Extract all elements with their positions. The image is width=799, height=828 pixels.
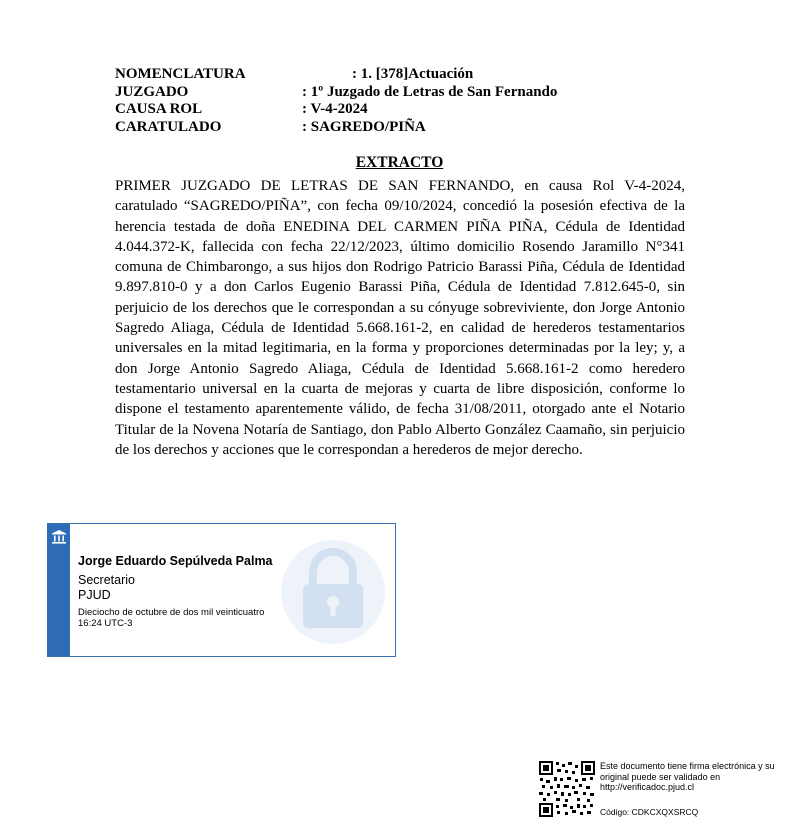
extract-body: PRIMER JUZGADO DE LETRAS DE SAN FERNANDO, en causa Rol V-4-2024, caratulado “SAGREDO/PIÑA”, con fecha 09/10/2024, concedió la posesión efectiva de la herencia testada de doña ENEDINA DEL CARMEN PIÑA PIÑA, Cédula de Identidad 4.044.372-K, fallecida con fecha 22/12/2023, último domicilio Rosendo Jaramillo N°341 comuna de Chimbarongo, a sus hijos don Rodrigo Patricio Barassi Piña, Cédula de Identidad 9.897.810-0 y a don Carlos Eugenio Barassi Piña, Cédula de Identidad 7.812.645-0, sin perjuicio de los derechos que le correspondan a su cónyuge sobreviviente, don Jorge Antonio Sagredo Aliaga, Cédula de Identidad 5.668.161-2, en calidad de herederos testamentarios universales en la mitad legitimaria, en la forma y proporciones determinadas por la ley; y, a don Jorge Antonio Sagredo Aliaga, Cédula de Identidad 5.668.161-2 como heredero testamentario universal en la cuarta de mejoras y cuarta de libre disposición, conforme lo dispone el testamento aparentemente válido, de fecha 31/08/2011, otorgado ante el Notario Titular de la Novena Notaría de Santiago, don Pablo Alberto González Caamaño, sin perjuicio de los derechos y acciones que le correspondan a herederos de mejor derecho. bbox=[115, 178, 685, 458]
header-label: NOMENCLATURA bbox=[115, 66, 246, 82]
header-label: CARATULADO bbox=[115, 118, 222, 135]
signature-date bbox=[78, 607, 273, 629]
header-value: : V-4-2024 bbox=[302, 101, 368, 117]
verification-notice: Este documento tiene firma electrónica y su original puede ser validado en http://verificadoc.pjud.cl bbox=[600, 761, 775, 792]
verification-code: Código: CDKCXQXSRCQ bbox=[600, 807, 699, 817]
header-value: : 1º Juzgado de Letras de San Fernando bbox=[302, 83, 558, 100]
signature-time: 16:24 UTC-3 bbox=[78, 618, 133, 629]
signer-org: PJUD bbox=[78, 588, 111, 602]
header-label: CAUSA ROL bbox=[115, 101, 203, 117]
header-value: : SAGREDO/PIÑA bbox=[302, 118, 426, 135]
header-label: JUZGADO bbox=[115, 83, 189, 100]
signature-sidebar bbox=[48, 524, 70, 656]
signer-role: Secretario bbox=[78, 573, 135, 587]
header-value: : 1. [378]Actuación bbox=[352, 66, 474, 82]
signature-date-text: Dieciocho de octubre de dos mil veinticuatro bbox=[78, 607, 265, 618]
lock-icon bbox=[278, 532, 388, 647]
courthouse-icon bbox=[51, 529, 67, 545]
document-title bbox=[0, 154, 799, 172]
signer-name: Jorge Eduardo Sepúlveda Palma bbox=[78, 554, 273, 568]
document-title-text: EXTRACTO bbox=[355, 154, 444, 171]
signature-box bbox=[47, 523, 396, 657]
signature-details bbox=[78, 554, 273, 629]
qr-code-icon[interactable] bbox=[539, 761, 595, 817]
